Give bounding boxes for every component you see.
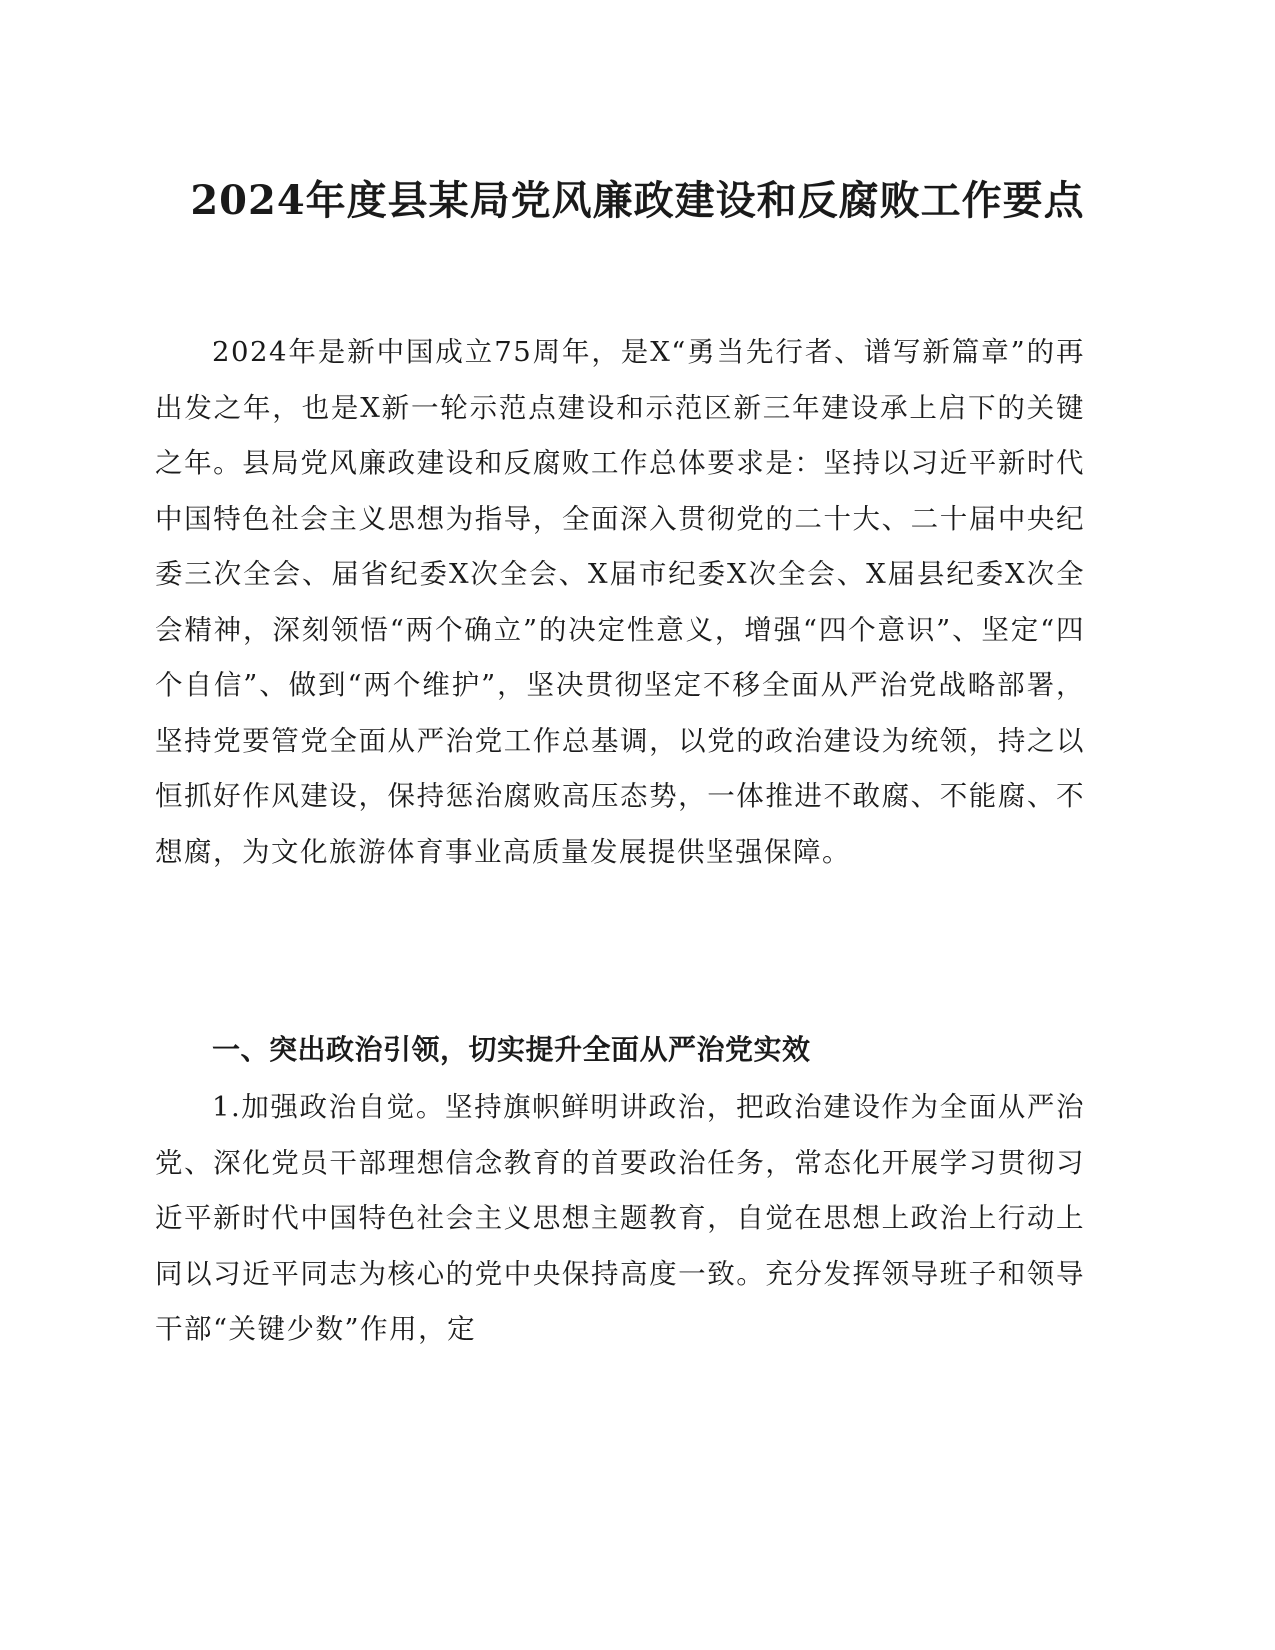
intro-paragraph: 2024年是新中国成立75周年，是X“勇当先行者、谱写新篇章”的再出发之年，也是X新一轮示范点建设和示范区新三年建设承上启下的关键之年。县局党风廉政建设和反腐败工作总体要求是：坚持以习近平新时代中国特色社会主义思想为指导，全面深入贯彻党的二十大、二十届中央纪委三次全会、届省纪委X次全会、X届市纪委X次全会、X届县纪委X次全会精神，深刻领悟“两个确立”的决定性意义，增强“四个意识”、坚定“四个自信”、做到“两个维护”，坚决贯彻坚定不移全面从严治党战略部署，坚持党要管党全面从严治党工作总基调，以党的政治建设为统领，持之以恒抓好作风建设，保持惩治腐败高压态势，一体推进不敢腐、不能腐、不想腐，为文化旅游体育事业高质量发展提供坚强保障。 — [155, 336, 1085, 868]
document-title: 2024年度县某局党风廉政建设和反腐败工作要点 — [190, 177, 1085, 224]
section-item-paragraph: 1.加强政治自觉。坚持旗帜鲜明讲政治，把政治建设作为全面从严治党、深化党员干部理想信念教育的首要政治任务，常态化开展学习贯彻习近平新时代中国特色社会主义思想主题教育，自觉在思想上政治上行动上同以习近平同志为核心的党中央保持高度一致。充分发挥领导班子和领导干部“关键少数”作用，定 — [155, 1091, 1085, 1345]
section-heading: 一、突出政治引领，切实提升全面从严治党实效 — [212, 1033, 811, 1066]
